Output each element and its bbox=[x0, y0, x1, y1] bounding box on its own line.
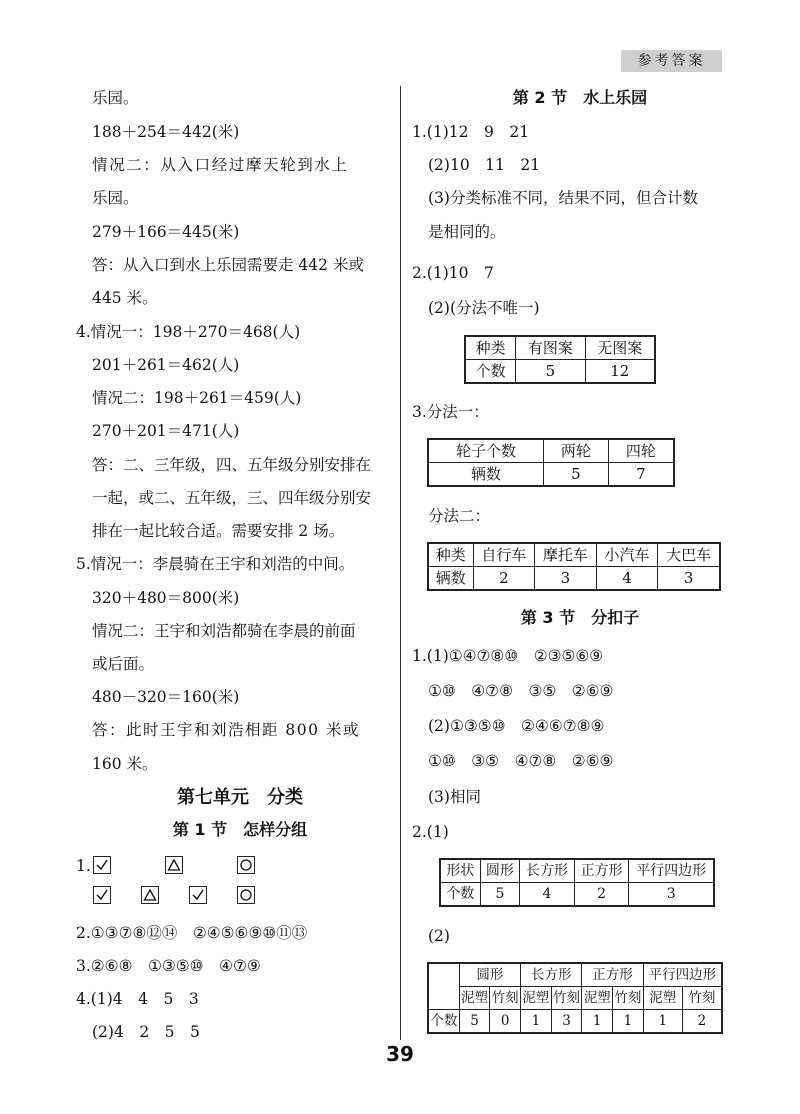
text-line: 答：此时王宇和刘浩相距 800 米或 bbox=[92, 721, 360, 739]
answer-line: (2) bbox=[428, 927, 450, 945]
checkmark-icon bbox=[95, 888, 109, 902]
table-cell: 四轮 bbox=[608, 439, 674, 463]
check-box-symbol bbox=[189, 886, 207, 904]
text-line: 201＋261＝462(人) bbox=[92, 356, 240, 374]
table-cell: 自行车 bbox=[473, 543, 535, 567]
check-box-symbol bbox=[93, 886, 111, 904]
table-cell: 轮子个数 bbox=[428, 439, 544, 463]
answer-line: 2.(1)10 7 bbox=[412, 264, 494, 282]
section-title: 第 3 节 分扣子 bbox=[520, 608, 640, 627]
text-line: 乐园。 bbox=[92, 89, 139, 107]
table-cell: 两轮 bbox=[544, 439, 609, 463]
table-row-label: 个数 bbox=[428, 1010, 459, 1034]
answer-line: 1.(1)①④⑦⑧⑩ ②③⑤⑥⑨ bbox=[412, 647, 604, 665]
text-line: 279＋166＝445(米) bbox=[92, 223, 240, 241]
text-line: 答：二、三年级，四、五年级分别安排在 bbox=[92, 456, 372, 474]
table-header-cell: 竹刻 bbox=[490, 987, 521, 1010]
section-title: 第 2 节 水上乐园 bbox=[512, 88, 648, 107]
answer-line: (2)10 11 21 bbox=[428, 156, 541, 174]
table-cell: 小汽车 bbox=[596, 543, 658, 567]
table-cell: 5 bbox=[459, 1010, 490, 1034]
table-header-cell: 泥塑 bbox=[582, 987, 613, 1010]
table-cell: 平行四边形 bbox=[629, 859, 714, 883]
table-cell: 圆形 bbox=[480, 859, 520, 883]
table-cell: 个数 bbox=[440, 883, 480, 907]
unit-title: 第七单元 分类 bbox=[177, 787, 303, 808]
table-pattern bbox=[464, 335, 656, 384]
table-header-cell: 圆形 bbox=[459, 963, 520, 987]
answer-line: (2)4 2 5 5 bbox=[92, 1023, 200, 1041]
table-cell: 2 bbox=[473, 567, 535, 591]
table-cell: 3 bbox=[551, 1010, 582, 1034]
text-line: 一起，或二、五年级，三、四年级分别安 bbox=[92, 489, 372, 507]
table-cell: 3 bbox=[658, 567, 720, 591]
table-cell: 长方形 bbox=[520, 859, 575, 883]
table-cell: 5 bbox=[516, 360, 585, 384]
text-line: 320＋480＝800(米) bbox=[92, 589, 240, 607]
table-cell: 0 bbox=[490, 1010, 521, 1034]
table-header-cell: 长方形 bbox=[521, 963, 582, 987]
answer-line: ①⑩ ④⑦⑧ ③⑤ ②⑥⑨ bbox=[428, 682, 614, 700]
text-line: 270＋201＝471(人) bbox=[92, 422, 240, 440]
section-title: 第 1 节 怎样分组 bbox=[172, 820, 308, 839]
answer-line: 3.分法一： bbox=[412, 403, 489, 421]
table-cell: 1 bbox=[613, 1010, 644, 1034]
table-vehicles bbox=[427, 542, 721, 591]
table-cell: 摩托车 bbox=[535, 543, 597, 567]
text-line: 答：从入口到水上乐园需要走 442 米或 bbox=[92, 256, 364, 274]
table-cell: 4 bbox=[520, 883, 575, 907]
table-header-cell: 竹刻 bbox=[551, 987, 582, 1010]
table-cell: 有图案 bbox=[516, 336, 585, 360]
table-wheels bbox=[427, 438, 675, 487]
text-line: 乐园。 bbox=[92, 189, 139, 207]
answer-line: 是相同的。 bbox=[428, 223, 506, 241]
table-cell: 个数 bbox=[465, 360, 516, 384]
answer-line: 2.①③⑦⑧⑫⑭ ②④⑤⑥⑨⑩⑪⑬ bbox=[76, 924, 308, 942]
text-line: 445 米。 bbox=[92, 289, 158, 307]
checkmark-icon bbox=[191, 888, 205, 902]
text-line: 情况二：从入口经过摩天轮到水上 bbox=[92, 156, 349, 174]
table-cell: 形状 bbox=[440, 859, 480, 883]
table-header-cell: 竹刻 bbox=[613, 987, 644, 1010]
table-cell: 3 bbox=[535, 567, 597, 591]
table-cell: 4 bbox=[596, 567, 658, 591]
circle-icon bbox=[239, 858, 253, 872]
table-cell: 种类 bbox=[428, 543, 473, 567]
table-cell: 1 bbox=[582, 1010, 613, 1034]
checkmark-icon bbox=[95, 858, 109, 872]
table-cell: 无图案 bbox=[585, 336, 655, 360]
table-cell: 辆数 bbox=[428, 567, 473, 591]
table-shapes bbox=[439, 858, 715, 907]
text-line: 或后面。 bbox=[92, 655, 155, 673]
table-header-cell: 平行四边形 bbox=[643, 963, 722, 987]
table-cell: 辆数 bbox=[428, 463, 544, 487]
answer-key-tab: 参考答案 bbox=[621, 50, 722, 72]
text-line: 排在一起比较合适。需要安排 2 场。 bbox=[92, 522, 345, 540]
table-cell: 12 bbox=[585, 360, 655, 384]
table-cell: 1 bbox=[521, 1010, 552, 1034]
answer-line: ①⑩ ③⑤ ④⑦⑧ ②⑥⑨ bbox=[428, 752, 614, 770]
page-number: 39 bbox=[386, 1042, 414, 1066]
answer-line: 4.(1)4 4 5 3 bbox=[76, 990, 199, 1008]
table-cell: 种类 bbox=[465, 336, 516, 360]
table-cell: 正方形 bbox=[574, 859, 629, 883]
table-cell: 1 bbox=[643, 1010, 682, 1034]
column-divider bbox=[400, 86, 401, 1040]
table-corner-cell bbox=[428, 963, 459, 1010]
text-line: 480－320＝160(米) bbox=[92, 688, 240, 706]
table-cell: 5 bbox=[544, 463, 609, 487]
circle-box-symbol bbox=[237, 856, 255, 874]
table-cell: 7 bbox=[608, 463, 674, 487]
table-cell: 5 bbox=[480, 883, 520, 907]
answer-line: 分法二： bbox=[428, 507, 491, 525]
answer-line: (2)①③⑤⑩ ②④⑥⑦⑧⑨ bbox=[428, 717, 605, 735]
table-header-cell: 泥塑 bbox=[521, 987, 552, 1010]
table-header-cell: 泥塑 bbox=[643, 987, 682, 1010]
table-cell: 3 bbox=[629, 883, 714, 907]
triangle-icon bbox=[143, 888, 157, 902]
text-line: 情况二：198＋261＝459(人) bbox=[92, 389, 302, 407]
text-line: 160 米。 bbox=[92, 755, 158, 773]
table-cell: 2 bbox=[574, 883, 629, 907]
answer-line: (3)相同 bbox=[428, 788, 481, 806]
table-header-cell: 泥塑 bbox=[459, 987, 490, 1010]
triangle-box-symbol bbox=[165, 856, 183, 874]
circle-icon bbox=[239, 888, 253, 902]
answer-line: 1.(1)12 9 21 bbox=[412, 123, 530, 141]
answer-line: (2)(分法不唯一) bbox=[428, 299, 540, 317]
table-header-cell: 竹刻 bbox=[682, 987, 722, 1010]
table-cell: 2 bbox=[682, 1010, 722, 1034]
answer-line: 2.(1) bbox=[412, 823, 449, 841]
text-line: 5.情况一：李晨骑在王宇和刘浩的中间。 bbox=[76, 555, 355, 573]
text-line: 188＋254＝442(米) bbox=[92, 123, 240, 141]
text-line: 情况二：王宇和刘浩都骑在李晨的前面 bbox=[92, 622, 356, 640]
table-header-cell: 正方形 bbox=[582, 963, 643, 987]
answer-line: (3)分类标准不同，结果不同，但合计数 bbox=[428, 189, 698, 207]
triangle-icon bbox=[167, 858, 181, 872]
check-box-symbol bbox=[93, 856, 111, 874]
table-shapes-material bbox=[427, 962, 723, 1034]
question-label: 1. bbox=[76, 857, 91, 875]
answer-line: 3.②⑥⑧ ①③⑤⑩ ④⑦⑨ bbox=[76, 957, 261, 975]
circle-box-symbol bbox=[237, 886, 255, 904]
triangle-box-symbol bbox=[141, 886, 159, 904]
table-cell: 大巴车 bbox=[658, 543, 720, 567]
text-line: 4.情况一：198＋270＝468(人) bbox=[76, 323, 301, 341]
